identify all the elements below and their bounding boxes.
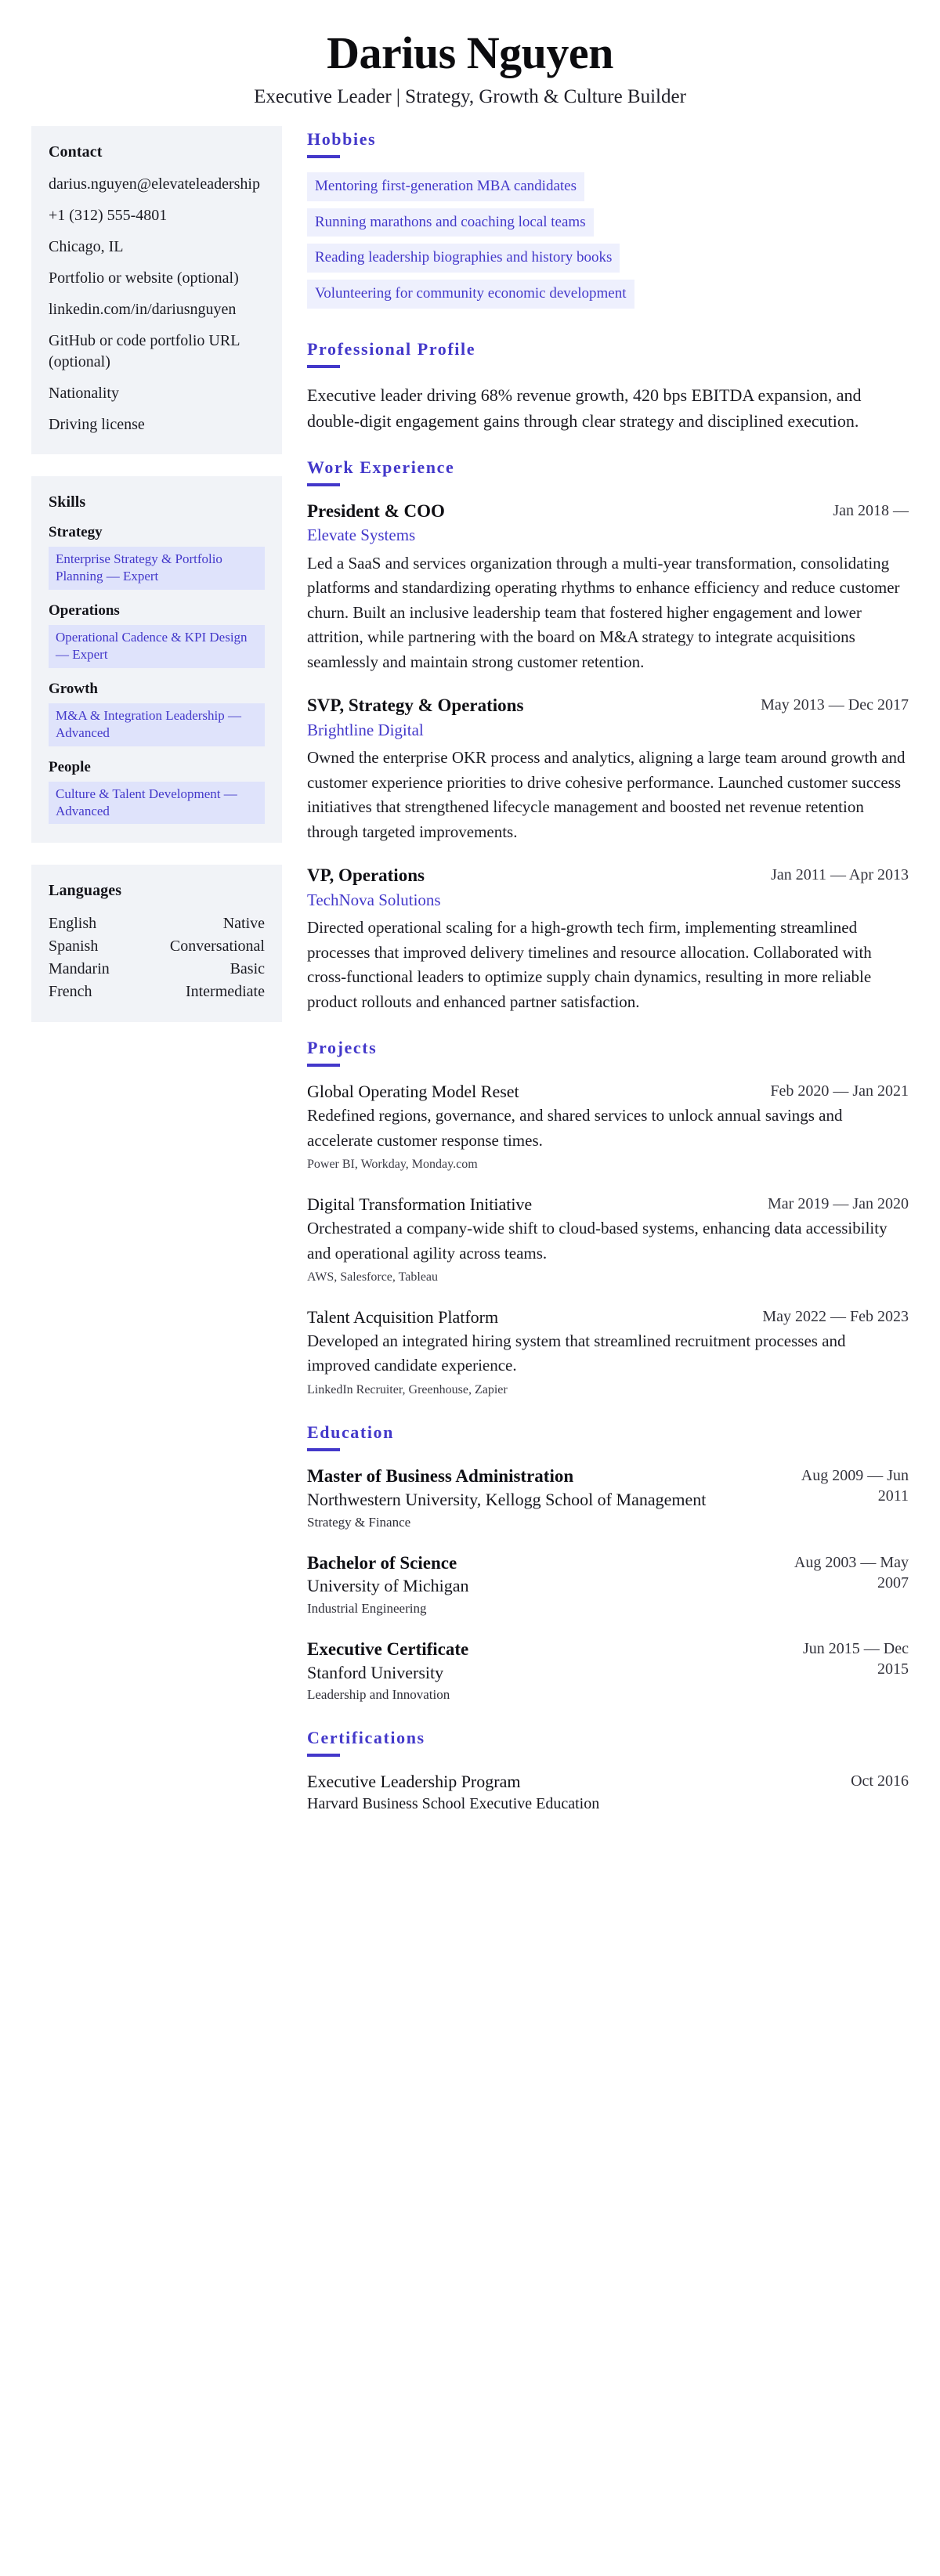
skill-group-strategy (49, 524, 265, 590)
language-level: Basic (230, 960, 265, 978)
certification-date: Oct 2016 (851, 1772, 909, 1790)
experience-company: TechNova Solutions (307, 891, 441, 910)
experience-dates: May 2013 — Dec 2017 (761, 696, 909, 714)
project-tools: LinkedIn Recruiter, Greenhouse, Zapier (307, 1382, 508, 1396)
education-entry-header (307, 1465, 909, 1511)
section-rule (307, 483, 340, 486)
section-title: Professional Profile (307, 338, 476, 359)
project-entry (307, 1194, 909, 1286)
project-entry-header (307, 1306, 909, 1329)
languages-card-title: Languages (49, 882, 122, 900)
project-dates: May 2022 — Feb 2023 (762, 1308, 909, 1326)
project-dates: Mar 2019 — Jan 2020 (768, 1195, 909, 1213)
education-degree-block (307, 1465, 706, 1511)
project-entry-header (307, 1194, 909, 1216)
candidate-headline: Executive Leader | Strategy, Growth & Culture Builder (254, 85, 686, 107)
education-degree: Master of Business Administration (307, 1466, 574, 1487)
experience-company: Brightline Digital (307, 720, 424, 739)
skill-group-operations (49, 602, 265, 668)
experience-description: Owned the enterprise OKR process and analytics, aligning a large team around growth and customer experience priorities to drive cohesive performance. Launched customer success initiatives that strengthened lifecycle management and boosted net revenue retention through targeted improvements. (307, 748, 906, 841)
experience-dates: Jan 2018 — (833, 501, 909, 519)
experience-company: Elevate Systems (307, 526, 416, 545)
contact-driving-license: Driving license (49, 415, 145, 433)
skill-group-growth (49, 681, 265, 746)
education-degree: Bachelor of Science (307, 1552, 457, 1573)
experience-role: President & COO (307, 500, 445, 521)
experience-description: Led a SaaS and services organization through a multi-year transformation, consolidating platforms and standardizing operating rhythms to enhance efficiency and reduce customer churn. Built an inclusive leadership team that fostered higher engagement and lower attrition, while partnering with the board on M&A strategy to integrate acquisitions seamlessly and maintain strong customer retention. (307, 553, 900, 671)
education-school: University of Michigan (307, 1576, 469, 1596)
main-content (307, 126, 909, 1838)
certification-entry (307, 1771, 909, 1815)
education-degree: Executive Certificate (307, 1638, 469, 1659)
language-row (49, 958, 265, 981)
project-entry-header (307, 1081, 909, 1104)
contact-portfolio[interactable]: Portfolio or website (optional) (49, 269, 239, 287)
experience-entry (307, 865, 909, 1014)
project-description: Orchestrated a company-wide shift to cloud-based systems, enhancing data accessibility and operational agility across teams. (307, 1219, 888, 1263)
certification-entry-header (307, 1771, 909, 1794)
experience-description: Directed operational scaling for a high-growth tech firm, implementing streamlined processes that improved delivery timelines and resource allocation. Collaborated with cross-functional leaders to optimize supply chain dynamics, resulting in more reliable product rollouts and enhanced partner satisfaction. (307, 918, 872, 1011)
contact-email[interactable]: darius.nguyen@elevateleadership (49, 175, 260, 193)
education-degree-block (307, 1638, 468, 1684)
contact-nationality: Nationality (49, 384, 119, 402)
skill-pill: Operational Cadence & KPI Design — Expert (49, 625, 265, 668)
language-name: Spanish (49, 938, 99, 956)
language-name: Mandarin (49, 960, 110, 978)
certification-issuer: Harvard Business School Executive Education (307, 1794, 600, 1812)
experience-role: SVP, Strategy & Operations (307, 695, 524, 716)
section-title: Hobbies (307, 128, 377, 149)
section-title: Education (307, 1422, 394, 1443)
skill-group-label: Strategy (49, 523, 103, 540)
language-level: Native (222, 915, 265, 933)
section-education (307, 1422, 909, 1704)
section-hobbies (307, 129, 909, 316)
profile-summary: Executive leader driving 68% revenue growth, 420 bps EBITDA expansion, and double-digit engagement gains through clear strategy and disciplined execution. (307, 385, 862, 431)
section-rule (307, 155, 340, 158)
section-title: Certifications (307, 1728, 425, 1748)
skill-group-label: People (49, 758, 91, 775)
project-dates: Feb 2020 — Jan 2021 (770, 1082, 909, 1100)
education-school: Stanford University (307, 1662, 444, 1682)
contact-location: Chicago, IL (49, 237, 124, 255)
education-dates: Aug 2009 — Jun 2011 (801, 1467, 909, 1505)
skill-group-people (49, 759, 265, 825)
education-degree-block (307, 1552, 469, 1598)
section-rule (307, 1448, 340, 1451)
education-field: Leadership and Innovation (307, 1687, 450, 1703)
skill-pill: M&A & Integration Leadership — Advanced (49, 703, 265, 746)
education-entry-header (307, 1638, 909, 1684)
experience-dates: Jan 2011 — Apr 2013 (771, 866, 909, 884)
skill-pill: Enterprise Strategy & Portfolio Planning — Expert (49, 547, 265, 590)
contact-card-title: Contact (49, 143, 103, 161)
section-professional-profile (307, 339, 909, 434)
section-title: Work Experience (307, 457, 455, 477)
resume-body (31, 126, 909, 1838)
hobbies-list (307, 172, 909, 316)
sidebar (31, 126, 282, 1045)
project-entry (307, 1081, 909, 1173)
education-field: Industrial Engineering (307, 1601, 427, 1617)
contact-github[interactable]: GitHub or code portfolio URL (optional) (49, 331, 240, 370)
experience-entry-header (307, 695, 909, 717)
candidate-name: Darius Nguyen (327, 27, 613, 78)
project-name: Global Operating Model Reset (307, 1082, 519, 1102)
language-name: French (49, 983, 92, 1001)
section-projects (307, 1038, 909, 1399)
hobby-pill: Volunteering for community economic development (307, 280, 634, 309)
section-rule (307, 1064, 340, 1067)
education-entry (307, 1465, 909, 1531)
experience-entry (307, 500, 909, 675)
project-tools: AWS, Salesforce, Tableau (307, 1270, 439, 1284)
language-row (49, 981, 265, 1003)
skill-group-label: Operations (49, 602, 120, 619)
education-school: Northwestern University, Kellogg School of Management (307, 1490, 707, 1510)
project-name: Digital Transformation Initiative (307, 1194, 533, 1215)
project-entry (307, 1306, 909, 1399)
skill-group-label: Growth (49, 680, 98, 697)
language-level: Intermediate (185, 983, 265, 1001)
education-entry (307, 1552, 909, 1618)
education-field: Strategy & Finance (307, 1514, 411, 1530)
language-row (49, 912, 265, 935)
skills-card (31, 476, 282, 844)
skill-pill: Culture & Talent Development — Advanced (49, 782, 265, 825)
project-description: Redefined regions, governance, and shared services to unlock annual savings and accelerate customer response times. (307, 1106, 843, 1150)
contact-card (31, 126, 282, 454)
hobby-pill: Reading leadership biographies and history books (307, 244, 620, 273)
project-name: Talent Acquisition Platform (307, 1307, 499, 1328)
language-name: English (49, 915, 97, 933)
experience-entry-header (307, 500, 909, 523)
project-description: Developed an integrated hiring system that streamlined recruitment processes and improved candidate experience. (307, 1331, 846, 1375)
experience-entry-header (307, 865, 909, 887)
education-entry-header (307, 1552, 909, 1598)
language-level: Conversational (169, 938, 265, 956)
hobby-pill: Mentoring first-generation MBA candidates (307, 172, 584, 201)
experience-role: VP, Operations (307, 865, 425, 886)
certification-name: Executive Leadership Program (307, 1772, 521, 1792)
section-title: Projects (307, 1038, 378, 1058)
section-rule (307, 365, 340, 368)
skills-card-title: Skills (49, 493, 86, 511)
resume-header (31, 0, 909, 126)
section-work-experience (307, 457, 909, 1015)
education-dates: Jun 2015 — Dec 2015 (803, 1639, 909, 1678)
section-certifications (307, 1728, 909, 1815)
education-entry (307, 1638, 909, 1704)
contact-linkedin[interactable]: linkedin.com/in/dariusnguyen (49, 300, 237, 318)
experience-entry (307, 695, 909, 844)
contact-phone[interactable]: +1 (312) 555-4801 (49, 206, 168, 224)
language-row (49, 935, 265, 958)
project-tools: Power BI, Workday, Monday.com (307, 1158, 478, 1172)
section-rule (307, 1754, 340, 1757)
languages-card (31, 865, 282, 1022)
education-dates: Aug 2003 — May 2007 (794, 1553, 909, 1591)
hobby-pill: Running marathons and coaching local teams (307, 208, 594, 237)
